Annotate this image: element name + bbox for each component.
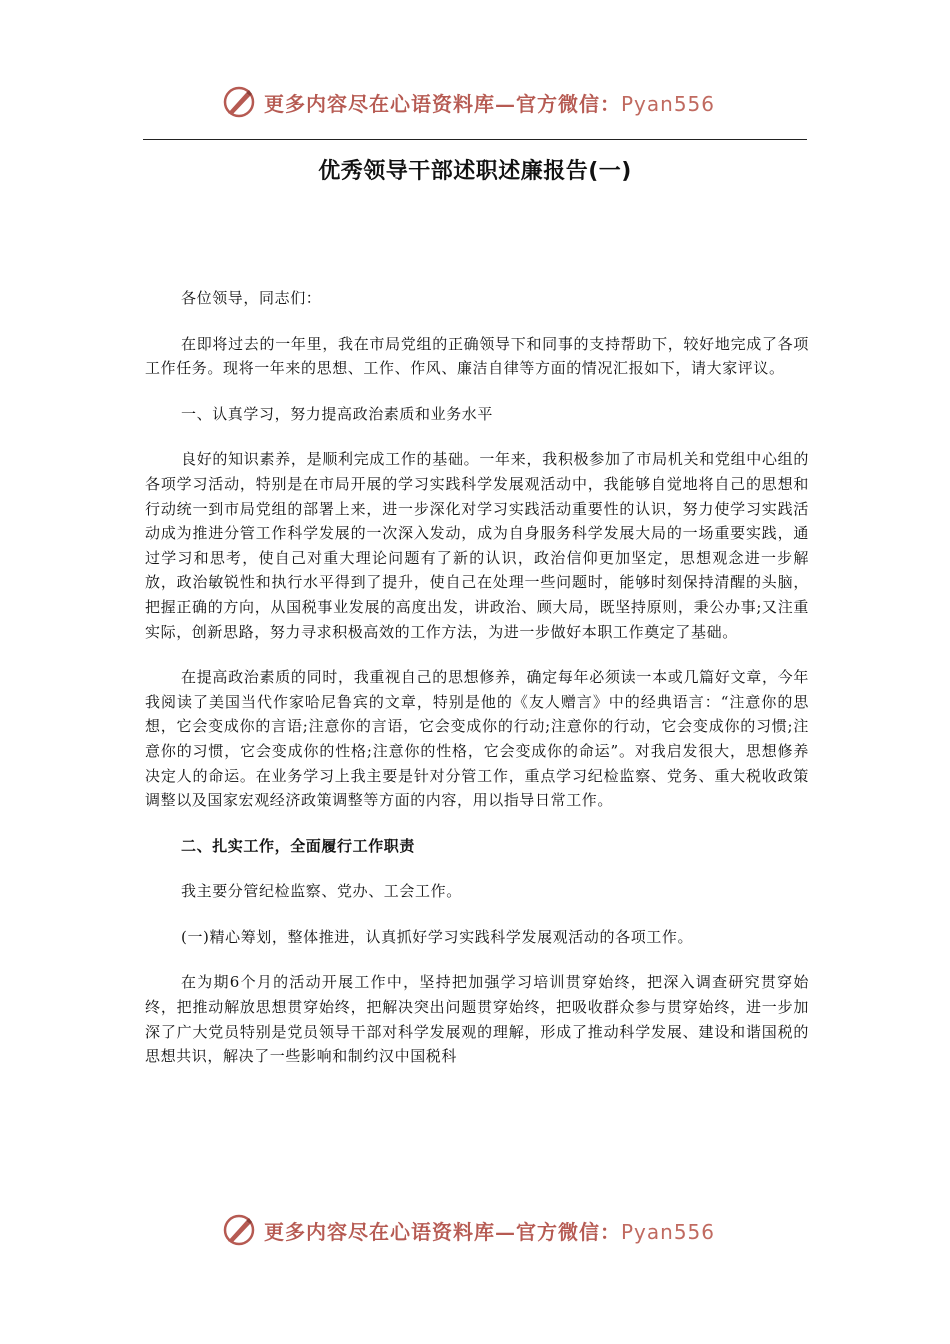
document-title: 优秀领导干部述职述廉报告(一) — [318, 159, 632, 184]
banner-handle: Pyan556 — [621, 91, 716, 116]
banner-main-text: 更多内容尽在心语资料库—官方微信： — [264, 1219, 621, 1244]
banner-handle: Pyan556 — [621, 1219, 716, 1244]
body-paragraph: 在即将过去的一年里，我在市局党组的正确领导下和同事的支持帮助下，较好地完成了各项工作任务。现将一年来的思想、工作、作风、廉洁自律等方面的情况汇报如下，请大家评议。 — [145, 334, 809, 378]
body-paragraph: 良好的知识素养，是顺利完成工作的基础。一年来，我积极参加了市局机关和党组中心组的各项学习活动，特别是在市局开展的学习实践科学发展观活动中，我能够自觉地将自己的思想和行动统一到市局党组的部署上来，进一步深化对学习实践活动重要性的认识，努力使学习实践活动成为推进分管工作科学发展的一次深入发动，成为自身服务科学发展大局的一场重要实践，通过学习和思考，使自己对重大理论问题有了新的认识，政治信仰更加坚定，思想观念进一步解放，政治敏锐性和执行水平得到了提升，使自己在处理一些问题时，能够时刻保持清醒的头脑，把握正确的方向，从国税事业发展的高度出发，讲政治、顾大局，既坚持原则，秉公办事;又注重实际，创新思路，努力寻求积极高效的工作方法，为进一步做好本职工作奠定了基础。 — [145, 450, 809, 641]
header-divider — [143, 139, 807, 140]
section-heading: 一、认真学习，努力提高政治素质和业务水平 — [181, 404, 494, 423]
pen-logo-icon — [222, 1213, 256, 1247]
banner-main-text: 更多内容尽在心语资料库—官方微信： — [264, 91, 621, 116]
subsection-heading: (一)精心筹划，整体推进，认真抓好学习实践科学发展观活动的各项工作。 — [181, 927, 694, 946]
body-paragraph: 在提高政治素质的同时，我重视自己的思想修养，确定每年必须读一本或几篇好文章，今年我阅读了美国当代作家哈尼鲁宾的文章，特别是他的《友人赠言》中的经典语言：“注意你的思想，它会变成你的言语;注意你的言语，它会变成你的行动;注意你的行动，它会变成你的习惯;注意你的习惯，它会变成你的性格;注意你的性格，它会变成你的命运”。对我启发很大，思想修养决定人的命运。在业务学习上我主要是针对分管工作，重点学习纪检监察、党务、重大税收政策调整以及国家宏观经济政策调整等方面的内容，用以指导日常工作。 — [145, 668, 809, 810]
footer-watermark-banner — [222, 1210, 742, 1250]
banner-text — [264, 88, 715, 117]
document-body — [145, 286, 809, 1090]
pen-logo-icon — [222, 85, 256, 119]
header-watermark-banner — [222, 82, 742, 122]
body-paragraph: 在为期6个月的活动开展工作中，坚持把加强学习培训贯穿始终，把深入调查研究贯穿始终，把推动解放思想贯穿始终，把解决突出问题贯穿始终，把吸收群众参与贯穿始终，进一步加深了广大党员特别是党员领导干部对科学发展观的理解，形成了推动科学发展、建设和谐国税的思想共识，解决了一些影响和制约汉中国税科 — [145, 973, 809, 1066]
salutation: 各位领导，同志们： — [181, 289, 322, 307]
banner-text — [264, 1216, 715, 1245]
section-heading: 二、扎实工作，全面履行工作职责 — [181, 836, 416, 855]
body-paragraph: 我主要分管纪检监察、党办、工会工作。 — [181, 882, 462, 901]
